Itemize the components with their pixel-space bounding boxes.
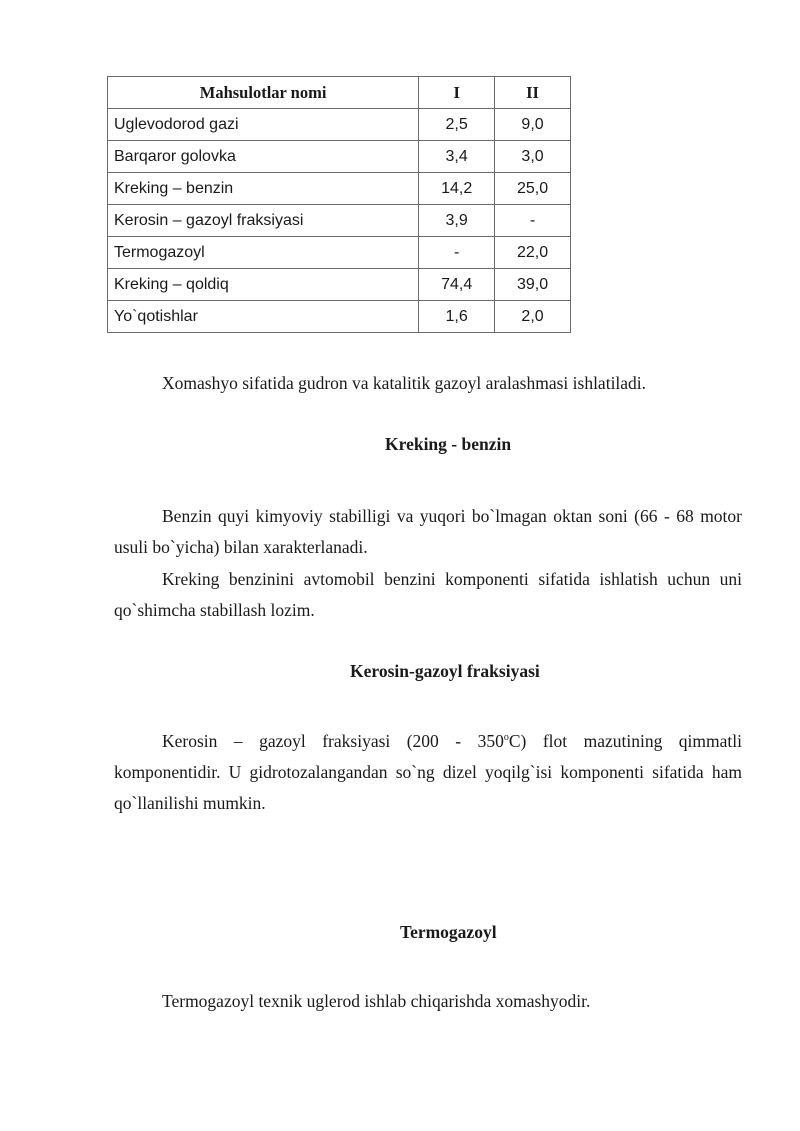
kerosin-text-start: Kerosin – gazoyl fraksiyasi (200 - 350 <box>162 731 504 751</box>
product-name-cell: Termogazoyl <box>108 237 419 269</box>
table-row <box>108 237 571 269</box>
product-name-cell: Kerosin – gazoyl fraksiyasi <box>108 205 419 237</box>
value-i-cell: 1,6 <box>419 301 495 333</box>
value-ii-cell: 39,0 <box>495 269 571 301</box>
product-name-cell: Yo`qotishlar <box>108 301 419 333</box>
value-i-cell: 74,4 <box>419 269 495 301</box>
value-ii-cell: - <box>495 205 571 237</box>
column-header-ii: II <box>495 77 571 109</box>
heading-termogazoyl: Termogazoyl <box>400 922 497 942</box>
value-i-cell: - <box>419 237 495 269</box>
product-name-cell: Kreking – qoldiq <box>108 269 419 301</box>
value-i-cell: 3,9 <box>419 205 495 237</box>
kerosin-paragraph <box>114 726 742 819</box>
benzin-paragraph-2: Kreking benzinini avtomobil benzini komponenti sifatida ishlatish uchun uni qo`shimcha stabillash lozim. <box>114 569 742 620</box>
product-name-cell: Uglevodorod gazi <box>108 109 419 141</box>
product-name-cell: Barqaror golovka <box>108 141 419 173</box>
benzin-paragraph-1: Benzin quyi kimyoviy stabilligi va yuqori bo`lmagan oktan soni (66 - 68 motor usuli bo`yicha) bilan xarakterlanadi. <box>114 506 742 557</box>
column-header-name: Mahsulotlar nomi <box>108 77 419 109</box>
table-header-row <box>108 77 571 109</box>
value-i-cell: 2,5 <box>419 109 495 141</box>
heading-kreking-benzin: Kreking - benzin <box>385 434 512 454</box>
product-name-cell: Kreking – benzin <box>108 173 419 205</box>
table-row <box>108 301 571 333</box>
intro-paragraph: Xomashyo sifatida gudron va katalitik gazoyl aralashmasi ishlatiladi. <box>162 373 647 393</box>
table-row <box>108 173 571 205</box>
value-ii-cell: 22,0 <box>495 237 571 269</box>
value-i-cell: 3,4 <box>419 141 495 173</box>
kerosin-text-end: C) flot mazutining qimmatli komponentidir. U gidrotozalangandan so`ng dizel yoqilg`isi komponenti sifatida ham qo`llanilishi mumkin. <box>114 731 742 813</box>
table-row <box>108 141 571 173</box>
value-ii-cell: 2,0 <box>495 301 571 333</box>
column-header-i: I <box>419 77 495 109</box>
termogazoyl-paragraph: Termogazoyl texnik uglerod ishlab chiqarishda xomashyodir. <box>162 991 591 1011</box>
value-i-cell: 14,2 <box>419 173 495 205</box>
products-table <box>107 76 571 333</box>
table-row <box>108 205 571 237</box>
heading-kerosin-gazoyl: Kerosin-gazoyl fraksiyasi <box>350 661 540 681</box>
degree-superscript: o <box>503 732 509 743</box>
table-row <box>108 269 571 301</box>
value-ii-cell: 3,0 <box>495 141 571 173</box>
value-ii-cell: 25,0 <box>495 173 571 205</box>
value-ii-cell: 9,0 <box>495 109 571 141</box>
table-row <box>108 109 571 141</box>
